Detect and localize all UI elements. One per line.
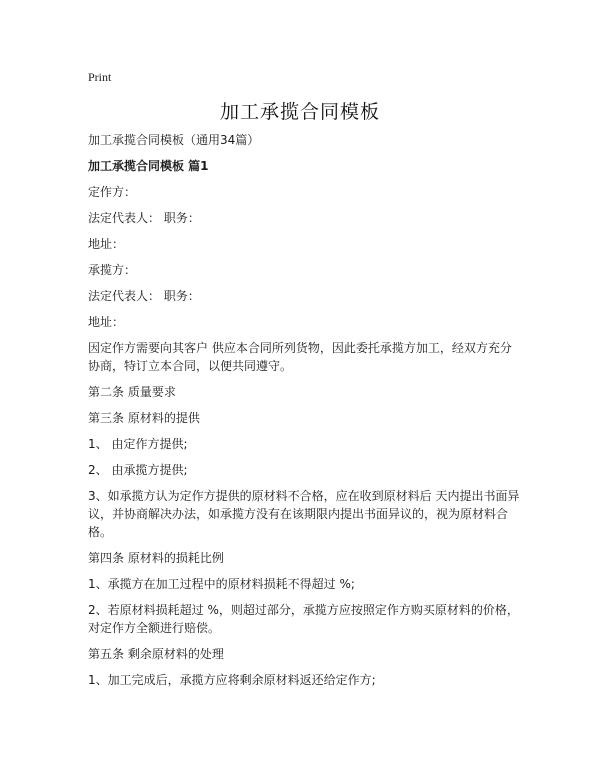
document-subtitle: 加工承揽合同模板（通用34篇） bbox=[88, 133, 260, 147]
paragraph: 2、 由承揽方提供; bbox=[88, 463, 188, 477]
document-title: 加工承揽合同模板 bbox=[219, 101, 380, 123]
paragraph: 1、承揽方在加工过程中的原材料损耗不得超过 %; bbox=[88, 577, 355, 591]
paragraph: 2、若原材料损耗超过 %，则超过部分，承揽方应按照定作方购买原材料的价格，对定作方全额进行赔偿。 bbox=[88, 603, 519, 635]
paragraph: 地址： bbox=[88, 315, 125, 329]
paragraph: 定作方： bbox=[88, 185, 137, 199]
paragraph: 第五条 剩余原材料的处理 bbox=[88, 647, 224, 661]
section-heading: 加工承揽合同模板 篇1 bbox=[88, 159, 209, 173]
paragraph: 3、如承揽方认为定作方提供的原材料不合格，应在收到原材料后 天内提出书面异议，并协商解决办法，如承揽方没有在该期限内提出书面异议的，视为原材料合格。 bbox=[88, 489, 520, 539]
paragraph: 承揽方： bbox=[88, 263, 137, 277]
paragraph: 1、 由定作方提供; bbox=[88, 437, 188, 451]
paragraph: 地址： bbox=[88, 237, 125, 251]
paragraph: 第二条 质量要求 bbox=[88, 385, 176, 399]
document-body bbox=[88, 131, 520, 697]
paragraph: 因定作方需要向其客户 供应本合同所列货物，因此委托承揽方加工，经双方充分协商，特订立本合同，以便共同遵守。 bbox=[88, 341, 512, 373]
paragraph: 1、加工完成后，承揽方应将剩余原材料返还给定作方; bbox=[88, 673, 376, 687]
print-label: Print bbox=[88, 70, 112, 84]
paragraph: 法定代表人： 职务： bbox=[88, 289, 200, 303]
paragraph: 第四条 原材料的损耗比例 bbox=[88, 551, 224, 565]
paragraph: 法定代表人： 职务： bbox=[88, 211, 200, 225]
paragraph: 第三条 原材料的提供 bbox=[88, 411, 200, 425]
